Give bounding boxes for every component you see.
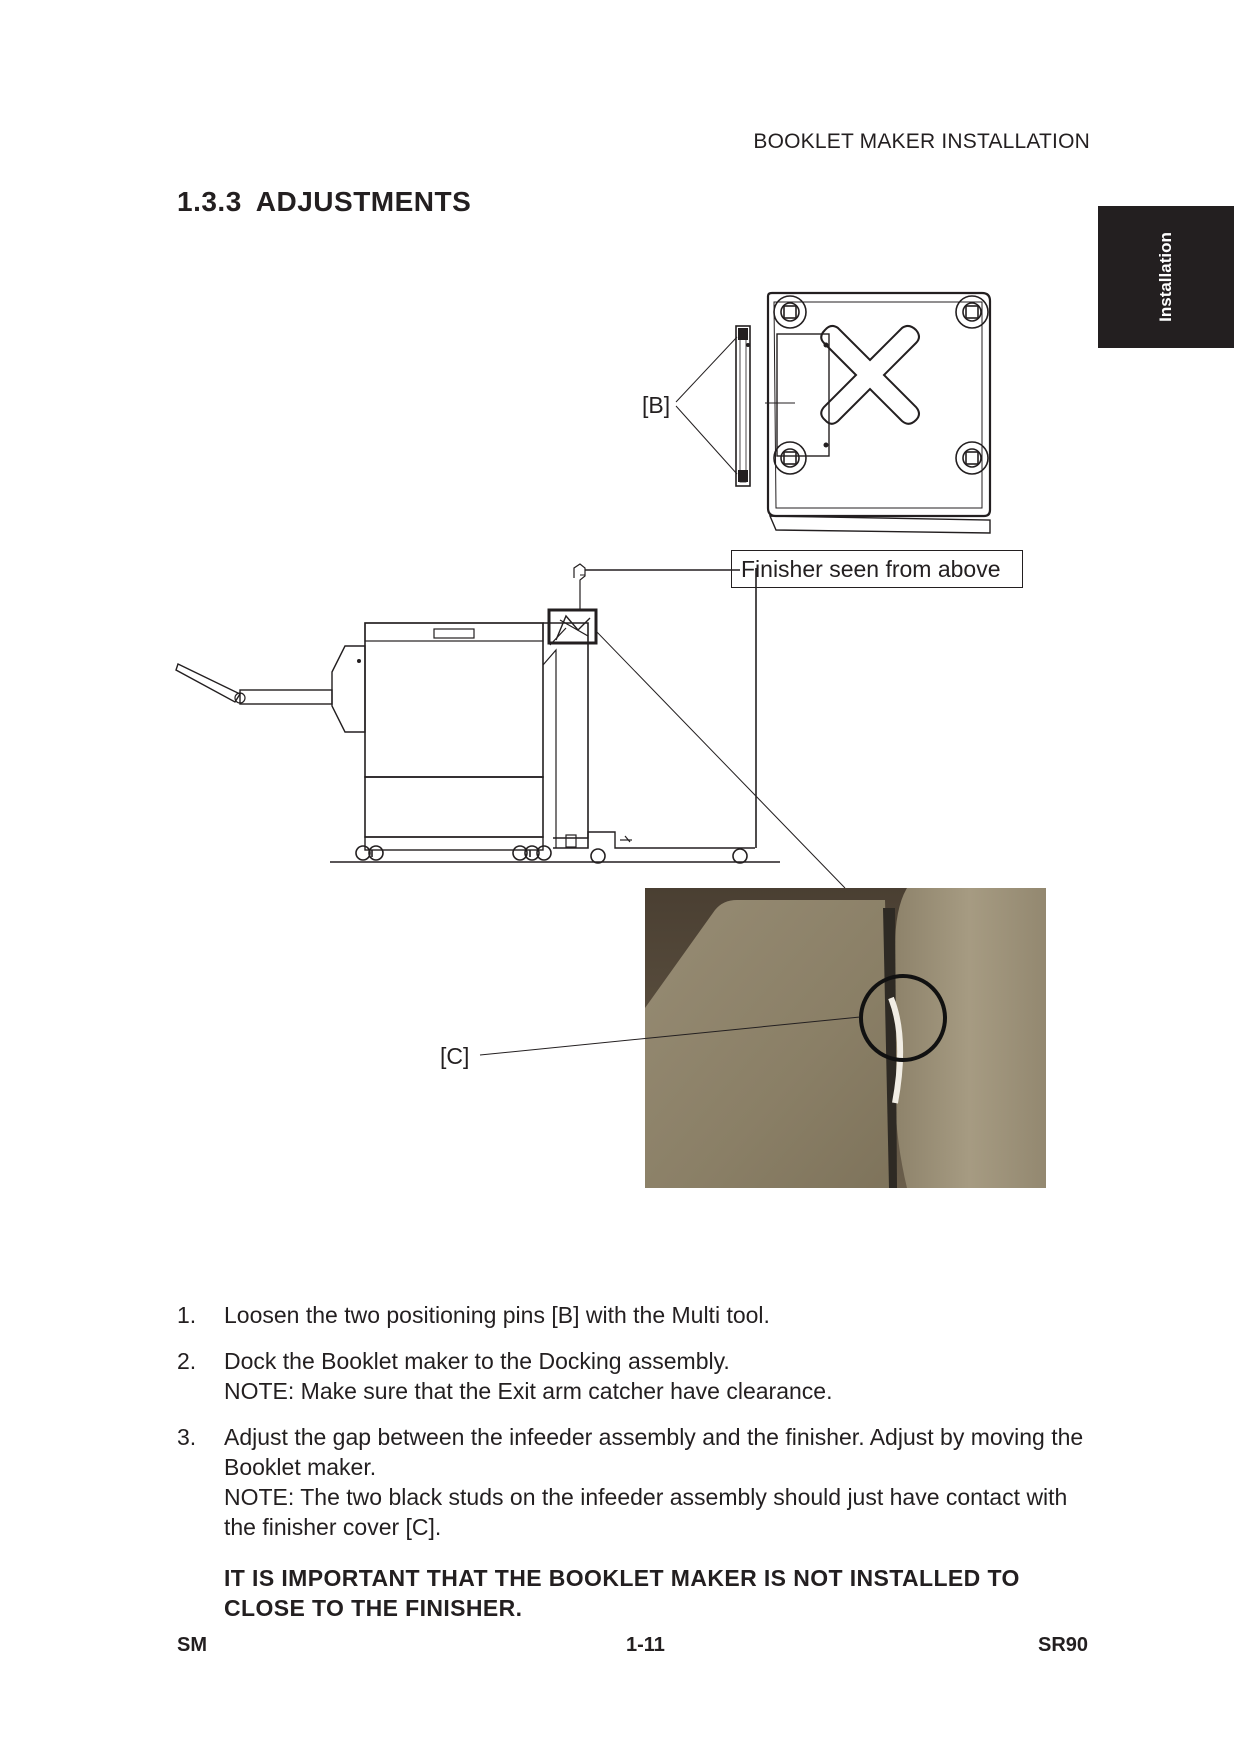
step-text: Adjust the gap between the infeeder assembly and the finisher. Adjust by moving the Booklet maker. — [224, 1424, 1084, 1480]
figure-caption: Finisher seen from above — [731, 550, 1023, 588]
step-note: NOTE: Make sure that the Exit arm catcher have clearance. — [224, 1378, 833, 1404]
list-item — [177, 1300, 1097, 1330]
section-number: 1.3.3 — [177, 186, 242, 217]
step-number: 2. — [177, 1348, 197, 1374]
running-header: BOOKLET MAKER INSTALLATION — [753, 130, 1090, 153]
footer-page-number: 1-11 — [626, 1634, 665, 1656]
step-text: Dock the Booklet maker to the Docking assembly. — [224, 1348, 730, 1374]
label-c: [C] — [440, 1043, 470, 1069]
label-b: [B] — [642, 392, 671, 418]
step-number: 3. — [177, 1424, 197, 1450]
warning-text: IT IS IMPORTANT THAT THE BOOKLET MAKER IS NOT INSTALLED TO CLOSE TO THE FINISHER. — [224, 1565, 1020, 1621]
step-note: NOTE: The two black studs on the infeeder assembly should just have contact with the finisher cover [C]. — [224, 1484, 1068, 1540]
installation-tab-label: Installation — [1156, 232, 1175, 322]
section-title: ADJUSTMENTS — [255, 186, 472, 217]
footer-left: SM — [177, 1634, 207, 1656]
list-item — [177, 1346, 1097, 1406]
procedure-steps — [177, 1300, 1097, 1558]
step-text: Loosen the two positioning pins [B] with the Multi tool. — [224, 1302, 770, 1328]
list-item — [177, 1422, 1097, 1542]
step-number: 1. — [177, 1302, 197, 1328]
footer-right: SR90 — [1038, 1634, 1089, 1656]
